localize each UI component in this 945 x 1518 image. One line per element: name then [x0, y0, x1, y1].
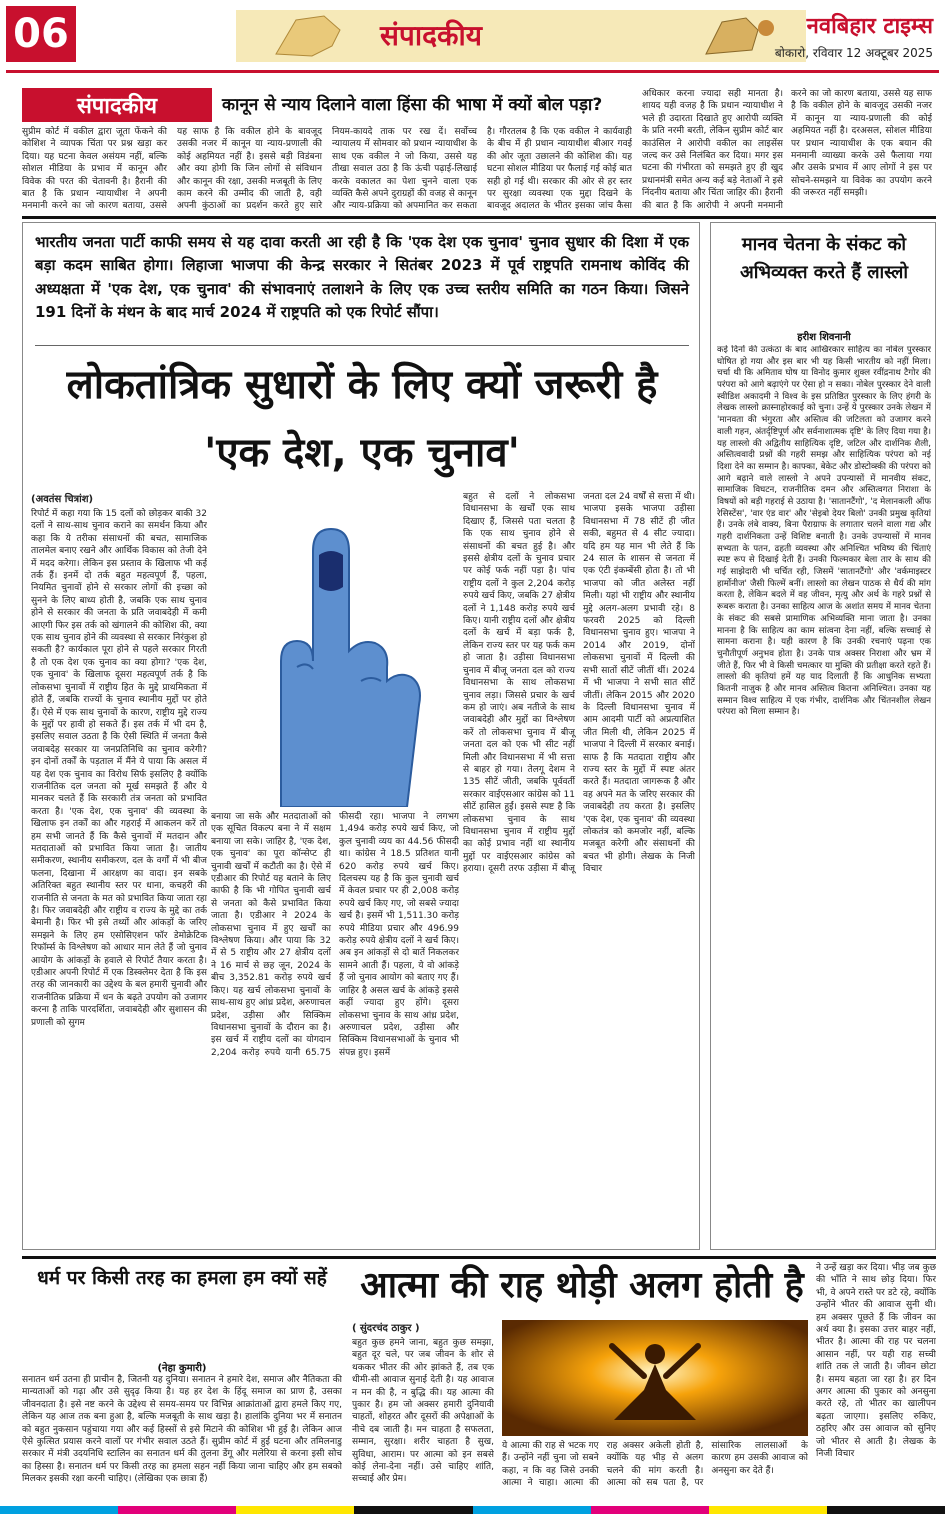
page-header — [0, 0, 945, 86]
print-color-bar — [0, 1506, 945, 1514]
main-article-column-2: बनाया जा सके और मतदाताओं को एक सूचित विकल्प बना ने में सक्षम बनाया जा सके। जाहिर है, 'एक देश, एक चुनाव' का पूरा कॉन्सेप्ट ही चुनावी खर्चों में कटौती का है। ऐसे में एडीआर की रिपोर्ट यह बताने के लिए काफी है कि भी गोपित चुनावी खर्च से जनता को कैसे प्रभावित किया जाता है। एडीआर ने 2024 के लोकसभा चुनाव में हुए खर्चों का विश्लेषण किया। और पाया कि 32 में से 5 राष्ट्रीय और 27 क्षेत्रीय दलों ने 16 मार्च से छह जून, 2024 के बीच 3,352.81 करोड़ रुपये खर्च किए। यह खर्च लोकसभा चुनावों के साथ-साथ हुए आंध्र प्रदेश, अरुणाचल प्रदेश, उड़ीसा और सिक्किम विधानसभा चुनावों के दौरान का है। इस खर्च में राष्ट्रीय दलों का योगदान 2,204 करोड़ रुपये यानी 65.75 फीसदी रहा। भाजपा ने लगभग 1,494 करोड़ रुपये खर्च किए, जो कुल चुनावी व्यय का 44.56 फीसदी था। कांग्रेस ने 18.5 प्रतिशत यानी 620 करोड़ रुपये खर्च किए। दिलचस्प यह है कि कुल चुनावी खर्च में केवल प्रचार पर ही 2,008 करोड़ रुपये खर्च किए गए, जो सबसे ज्यादा खर्च है। इसमें भी 1,511.30 करोड़ रुपये मीडिया प्रचार और 496.99 करोड़ रुपये क्षेत्रीय दलों ने खर्च किए। अब इन आंकड़ों से दो बातें निकलकर सामने आती हैं। पहला, ये वो आंकड़े हैं जो चुनाव आयोग को बताए गए हैं। जाहिर है असल खर्च के आंकड़े इससे कहीं ज्यादा हुए होंगे। दूसरा लोकसभा चुनाव के साथ आंध्र प्रदेश, अरुणाचल प्रदेश, उड़ीसा और सिक्किम विधानसभाओं के चुनाव भी संपन्न हुए। इसमें — [211, 812, 459, 1058]
india-map-illustration — [236, 10, 806, 62]
bottom-right-column-2: ये आत्मा की राह से भटक गए हैं। उन्होंने नहीं चुना जो सबने कहा, न कि वह जिसे उनकी आत्मा ने चाहा। आत्मा की राह अक्सर अकेली होती है, क्योंकि यह भीड़ से अलग चलने की मांग करती है। आत्मा को सब पता है, पर सांसारिक लालसाओं के कारण हम उसकी आवाज को अनसुना कर देते हैं। — [502, 1441, 808, 1489]
main-article-byline: (अवतंस चित्रांश) — [31, 494, 94, 505]
section-divider — [22, 216, 936, 219]
bottom-right-column-1 — [352, 1320, 494, 1502]
bottom-divider — [22, 1256, 936, 1259]
main-article-headline: लोकतांत्रिक सुधारों के लिए क्यों जरूरी है 'एक देश, एक चुनाव' — [66, 362, 658, 476]
section-title: संपादकीय — [380, 19, 482, 52]
side-article-byline: हरीश शिवनानी — [797, 332, 851, 343]
bottom-right-col1-text: बहुत कुछ हमने जाना, बहुत कुछ समझा, बहुत दूर चले, पर जब जीवन के शोर से थककर भीतर की ओर झांकते हैं, तब एक धीमी-सी आवाज सुनाई देती है। यह आवाज न मन की है, न बुद्धि की। यह आत्मा की पुकार है। हम जो अक्सर हमारी दुनियावी चाहतों, शोहरत और दूसरों की अपेक्षाओं के नीचे दब जाती है। मन चाहता है सफलता, सम्मान, सुरक्षा। शरीर चाहता है सुख, सुविधा, आराम। पर आत्मा को इन सबसे कोई लेना-देना नहीं। उसे चाहिए शांति, सच्चाई और प्रेम। — [352, 1338, 494, 1485]
dateline: बोकारो, रविवार 12 अक्टूबर 2025 — [774, 46, 933, 60]
bottom-right-byline: ( सुंदरचंद ठाकुर ) — [352, 1323, 420, 1334]
masthead — [775, 10, 933, 61]
main-article-lead: भारतीय जनता पार्टी काफी समय से यह दावा करती आ रही है कि 'एक देश एक चुनाव' चुनाव सुधार की दिशा में एक बड़ा कदम साबित होगा। लिहाजा भाजपा की केन्द्र सरकार ने सितंबर 2023 में पूर्व राष्ट्रपति रामनाथ कोविंद की अध्यक्षता में 'एक देश, एक चुनाव' की संभावनाएं तलाशने के लिए एक उच्च स्तरीय समिति का गठन किया। जिसने 191 दिनों के मंथन के बाद मार्च 2024 में राष्ट्रपति को एक रिपोर्ट सौंपा। — [35, 233, 689, 321]
bottom-right-column-3: ने उन्हें खड़ा कर दिया। भीड़ जब कुछ की भाँति ने साथ छोड़ दिया। फिर भी, वे अपने रास्ते पर डटे रहे, क्योंकि उन्होंने भीतर की आवाज सुनी थी। हम अक्सर पूछते हैं कि जीवन का अर्थ क्या है। इसका उत्तर बाहर नहीं, भीतर है। आत्मा की राह पर चलना आसान नहीं, पर यही राह सच्ची शांति तक ले जाती है। जीवन छोटा है। समय बहता जा रहा है। हर दिन अगर आत्मा की पुकार को अनसुना करते रहे, तो भीतर का खालीपन बढ़ता जाएगा। इसलिए रुकिए, ठहरिए और उस आवाज को सुनिए जो भीतर से आती है। लेखक के निजी विचार — [816, 1263, 936, 1460]
main-article-column-3: बहुत से दलों ने लोकसभा विधानसभा के खर्चों एक साथ दिखाए हैं, जिससे पता चलता है कि एक साथ चुनाव होने से संसाधनों की बचत हुई है। और इससे क्षेत्रीय दलों के चुनाव प्रचार पर कोई फर्क नहीं पड़ा है। पांच राष्ट्रीय दलों ने कुल 2,204 करोड़ रुपये खर्च किए, जबकि 27 क्षेत्रीय दलों ने 1,148 करोड़ रुपये खर्च किए। यानी राष्ट्रीय दलों और क्षेत्रीय दलों के खर्च में बड़ा फर्क है, लेकिन राज्य स्तर पर यह फर्क कम हो जाता है। उड़ीसा विधानसभा चुनाव में बीजू जनता दल को राज्य विधानसभा के साथ लोकसभा चुनाव लड़ा। जिससे प्रचार के खर्च कम हो जाएं। अब नतीजे के साथ जवाबदेही और मुद्दों का विश्लेषण करें तो लोकसभा चुनाव में बीजू जनता दल को एक भी सीट नहीं मिली और विधानसभा में भी सत्ता से बाहर हो गया। तेलगू देशम ने 135 सीटें जीती, जबकि पूर्ववर्ती सरकार वाईएसआर कांग्रेस को 11 सीटें हासिल हुईं। इससे स्पष्ट है कि लोकसभा चुनाव के साथ विधानसभा चुनाव में राष्ट्रीय मुद्दों का कोई प्रभाव नहीं था स्थानीय मुद्दों पर वाईएसआर कांग्रेस को हराया। दूसरी तरफ उड़ीसा में बीजू जनता दल 24 वर्षों से सत्ता में थी। भाजपा इसके भाजपा उड़ीसा विधानसभा में 78 सीटें ही जीत सकी, बहुमत से 4 सीट ज्यादा। यदि हम यह मान भी लेते हैं कि 24 साल के शासन से जनता में एक एंटी इंकम्बेंसी होता है। तो भी भाजपा को जीत अलेस्त नहीं मिली। यहां भी राष्ट्रीय और स्थानीय मुद्दे अलग-अलग प्रभावी रहे। 8 फरवरी 2025 को दिल्ली विधानसभा चुनाव हुए। भाजपा ने 2014 और 2019, दोनों लोकसभा चुनावों में दिल्ली की सभी सातों सीटें जीतीं थीं। 2024 में भी भाजपा ने सभी सात सीटें जीतीं। लेकिन 2015 और 2020 के दिल्ली विधानसभा चुनाव में आम आदमी पार्टी को अप्रत्याशित जीत मिली थी, लेकिन 2025 में भाजपा ने दिल्ली में सरकार बनाई। साफ है कि मतदाता राष्ट्रीय और राज्य स्तर के मुद्दों में स्पष्ट अंतर करते हैं। मतदाता जागरूक है और वह अपने मत के जरिए सरकार की जवाबदेही तय करता है। इसलिए 'एक देश, एक चुनाव' की व्यवस्था लोकतंत्र को कमजोर नहीं, बल्कि मजबूत करेगी और संसाधनों की बचत भी होगी। लेखक के निजी विचार — [463, 492, 695, 875]
inked-finger-illustration — [211, 491, 459, 807]
editorial-section — [22, 88, 632, 214]
bottom-right-article — [352, 1262, 936, 1502]
main-article-column-1 — [31, 491, 207, 1247]
main-article — [22, 222, 700, 1250]
side-article — [710, 222, 936, 1250]
side-article-title: मानव चेतना के संकट को अभिव्यक्त करते हैं लास्लो — [739, 234, 909, 283]
editorial-headline: कानून से न्याय दिलाने वाला हिंसा की भाषा में क्यों बोल पड़ा? — [222, 95, 603, 115]
side-article-body: कई दिनों की उत्कंठा के बाद आखिरकार साहित्य का नोबेल पुरस्कार घोषित हो गया और इस बार भी यह किसी भारतीय को नहीं मिला। चर्चा थी कि अमिताव घोष या विनोद कुमार शुक्ल रवींद्रनाथ टैगोर की परंपरा को आगे बढ़ाएंगे पर ऐसा हो न सका। नोबेल पुरस्कार देने वाली स्वीडिश अकादमी ने विश्व के इस प्रतिष्ठित पुरस्कार के लिए हंगरी के लेखक लास्लो क्रास्नाहोरकाई को चुना। उन्हें ये पुरस्कार उनके लेखन में 'मानवता की भंगुरता और अस्तित्व की जटिलता को उजागर करने वाली गहन, अंतर्दृष्टिपूर्ण और सर्वनाशात्मक दृष्टि' के लिए दिया गया है। यह लास्लो की अद्वितीय साहित्यिक दृष्टि, जटिल और दार्शनिक शैली, अस्तित्ववादी प्रश्नों की गहरी समझ और साहित्यिक परंपरा को नई दिशा देने का सम्मान है। काफ्का, बेकेट और डोस्टोव्स्की की परंपरा को आगे बढ़ाने वाले लास्लो ने अपने उपन्यासों में मानवीय संकट, सामाजिक विघटन, राजनीतिक दमन और अस्तित्वगत निराशा के विषयों को बड़ी गहराई से उठाया है। 'सातानटैंगो', 'द मेलानकली ऑफ रेसिस्टेंस', 'वार एंड वार' और 'सेइबो देयर बिलो' उनकी प्रमुख कृतियां हैं। उनके लंबे वाक्य, बिना पैराग्राफ के लगातार चलने वाला गद्य और गहरी दार्शनिकता उन्हें विशिष्ट बनाती है। उनके उपन्यासों में मानव सभ्यता के पतन, ढहती व्यवस्था और अनिश्चित भविष्य की चिंताएं स्पष्ट रूप से दिखाई देती हैं। उनकी फिल्मकार बेला तार के साथ की गई साझेदारी भी चर्चित रही, जिसमें 'सातानटैंगो' और 'वर्कमाइस्टर हार्मोनीज' जैसी फिल्में बनीं। लास्लो का लेखन पाठक से धैर्य की मांग करता है, लेकिन बदले में वह जीवन, मृत्यु और अर्थ के गहरे प्रश्नों से रूबरू कराता है। उनका साहित्य आज के अशांत समय में मानव चेतना के संकट की सबसे प्रामाणिक अभिव्यक्ति माना जाता है। उनका मानना है कि साहित्य का काम सांत्वना देना नहीं, बल्कि सच्चाई से सामना कराना है। यही कारण है कि उनकी रचनाएं पढ़ना एक चुनौतीपूर्ण अनुभव होता है। उनके पात्र अक्सर निराशा और भ्रम में जीते हैं, फिर भी वे किसी चमत्कार या मुक्ति की प्रतीक्षा करते रहते हैं। लास्लो की कृतियां हमें यह याद दिलाती हैं कि आधुनिक सभ्यता कितनी नाजुक है और मानव अस्तित्व कितना अनिश्चित। उनका यह सम्मान विश्व साहित्य में एक गंभीर, दार्शनिक और चिंतनशील लेखन परंपरा को मिला सम्मान है। — [717, 345, 931, 718]
editorial-continuation: अधिकार करना ज्यादा सही मानता है। शायद यही वजह है कि प्रधान न्यायाधीश ने भले ही उदारता दिखाते हुए आरोपी व्यक्ति के प्रति नरमी बरती, लेकिन सुप्रीम कोर्ट बार काउंसिल ने आरोपी वकील का लाइसेंस जल्द कर उसे निलंबित कर दिया। मगर इस घटना की गंभीरता को समझते हुए ही खुद प्रधानमंत्री समेत अन्य कई बड़े नेताओं ने इसे निंदनीय बताया और चिंता जाहिर की। हैरानी की बात है कि आरोपी ने अपनी मनमानी करने का जो कारण बताया, उससे यह साफ है कि वकील होने के बावजूद उसकी नजर में कानून या न्याय-प्रणाली की कोई अहमियत नहीं है। दरअसल, सोशल मीडिया पर प्रधान न्यायाधीश के एक बयान की मनमानी व्याख्या करके उसे फैलाया गया और उसके प्रभाव में आए लोगों ने इस पर सोचने-समझने या विवेक का उपयोग करने की जरूरत नहीं समझी। — [642, 89, 932, 211]
bottom-left-byline: (नेहा कुमारी) — [157, 1363, 207, 1374]
header-rule — [6, 70, 939, 73]
page-number: 06 — [6, 6, 76, 62]
editorial-badge: संपादकीय — [22, 88, 212, 122]
bottom-left-article — [22, 1262, 342, 1502]
bottom-right-title: आत्मा की राह थोड़ी अलग होती है — [360, 1265, 804, 1306]
main-article-col1-text: रिपोर्ट में कहा गया कि 15 दलों को छोड़कर बाकी 32 दलों ने साथ-साथ चुनाव कराने का समर्थन किया और कहा कि ये तरीका संसाधनों की बचत, सामाजिक तालमेल बनाए रखने और आर्थिक विकास को तेजी देने में मदद करेगा। लेकिन इस प्रस्ताव के खिलाफ भी कई तर्क हैं। इनमें दो तर्क बहुत महत्वपूर्ण हैं, पहला, नियमित चुनावों होने से सरकार लोगों की इच्छा को सुनने के लिए बाध्य होती है, जबकि एक साथ चुनाव होने से सरकार की जनता के प्रति जवाबदेही में कमी आएगी फिर इस तर्क को खंगालने की कोशिश की, क्या एक साथ चुनाव होने की व्यवस्था से सरकार निरंकुश हो सकती है? कार्यकाल पूरा होने से पहले सरकार गिरती है तो एक देश एक चुनाव का क्या होगा? 'एक देश, एक चुनाव' के खिलाफ दूसरा महत्वपूर्ण तर्क है कि लोकसभा चुनावों में राष्ट्रीय हित के मुद्दे प्राथमिकता में होते हैं, जबकि राज्यों के चुनाव स्थानीय मुद्दों पर होते हैं। ऐसे में एक साथ चुनावों के कारण, राष्ट्रीय मुद्दे राज्य के मुद्दों पर हावी हो सकते हैं। इस तर्क में भी दम है, इसलिए सवाल उठता है कि ऐसी स्थिति में जनता कैसे जवाबदेह सरकार या जनप्रतिनिधि का चुनाव करेगी? इन दोनों तर्कों के पड़ताल में मैंने ये पाया कि असल में यह देश एक चुनाव का विरोध सिर्फ इसलिए है क्योंकि राजनीतिक दल जनता को मूर्ख समझते हैं और ये मानकर चलते हैं कि सरकारी तंत्र जनता को प्रभावित करता है। 'एक देश, एक चुनाव' की व्यवस्था के खिलाफ इन तर्कों का और गहराई में आकलन करें तो हम सभी जानते हैं कि कैसे चुनावों में मतदान और मतदाताओं को प्रभावित किया जाता है। जातीय समीकरण, स्थानीय समीकरण, दल के वर्गों में भी बीज फलना, दिखाना में आरक्षण का वादा। इन सबके अतिरिक्त बहुत स्थानीय स्तर पर धाना, कचहरी की राजनीति से जनता के मत को प्रभावित किया जाता रहा है। फिर जवाबदेही और राष्ट्रीय व राज्य के मुद्दे का तर्क बेमानी है। फिर भी इसे तथ्यों और आंकड़ों के जरिए समझने के लिए हम एसोसिएशन फॉर डेमोक्रेटिक रिफॉर्म्स के विश्लेषण को आधार मान लेते हैं जो चुनाव आयोग के आंकड़ों के हवाले से रिपोर्ट तैयार करता है। एडीआर अपनी रिपोर्ट में एक डिस्क्लेमर देता है कि इस तरह की जानकारी का उद्देश्य के बल हमारी चुनावी और राजनीतिक प्रक्रिया में धन के बढ़ते उपयोग को उजागर करना है ताकि पारदर्शिता, जवाबदेही और सुशासन की प्रणाली को सुगम — [31, 509, 207, 1028]
editorial-body: सुप्रीम कोर्ट में वकील द्वारा जूता फेंकने की कोशिश ने व्यापक चिंता पर प्रश्न खड़ा कर दिया। यह घटना केवल असंयम नहीं, बल्कि सोशल मीडिया के प्रभाव में कानून और विवेक की परत की चेतावनी है। हैरानी की बात है कि प्रधान न्यायाधीश ने अपनी मनमानी करने का जो कारण बताया, उससे यह साफ है कि वकील होने के बावजूद उसकी नजर में कानून या न्याय-प्रणाली की कोई अहमियत नहीं है। इससे बड़ी विडंबना और क्या होगी कि जिन लोगों से संविधान और कानून की रक्षा, उसकी मजबूती के लिए काम करने की उम्मीद की जाती है, वही अपनी कुंठाओं का प्रदर्शन करते हुए सारे नियम-कायदे ताक पर रख दें। सर्वोच्च न्यायालय में सोमवार को प्रधान न्यायाधीश के साथ एक वकील ने जो किया, उससे यह तीखा सवाल उठा है कि ऊंची पढ़ाई-लिखाई करके वकालत का पेशा चुनने वाला एक व्यक्ति कैसे अपने दुराग्रहों की वजह से कानून और न्याय-प्रक्रिया को अपमानित कर सकता है। गौरतलब है कि एक वकील ने कार्यवाही के बीच में ही प्रधान न्यायाधीश बीआर गवई की ओर जूता उछालने की कोशिश की। यह घटना सोशल मीडिया पर फैलाई गई कोई बात सही हो गई थी। सरकार की ओर से हर स्तर पर सुरक्षा व्यवस्था एक मुद्दा दिखने के बावजूद अदालत के भीतर इसका जांच कैसा — [22, 127, 632, 212]
lead-divider — [35, 345, 689, 346]
bottom-left-title: धर्म पर किसी तरह का हमला हम क्यों सहें — [37, 1267, 327, 1289]
bottom-left-body: सनातन धर्म उतना ही प्राचीन है, जितनी यह दुनिया। सनातन ने हमारे देश, समाज और नैतिकता की मान्यताओं को गढ़ा और उसे सुदृढ़ किया है। यह हर देश के हिंदू समाज का प्राण है, उसका जीवनदाता है। इसे नष्ट करने के उद्देश्य से समय-समय पर विभिन्न आक्रांताओं द्वारा हमले किए गए, लेकिन यह आज तक बना हुआ है, बल्कि मजबूती के साथ खड़ा है। हालांकि दुनिया भर में सनातन को बहुत नुकसान पहुंचाया गया और कई हिस्सों से इसे मिटाने की कोशिश भी हुई है। लेकिन आज ऐसे कुत्सित प्रयास करने वालों पर गंभीर सवाल उठते हैं। सुप्रीम कोर्ट में हुई घटना और तमिलनाडु सरकार में मंत्री उदयनिधि स्टालिन का सनातन धर्म की तुलना डेंगू और मलेरिया से करना इसी सोच का हिस्सा है। सनातन धर्म पर किसी तरह का हमला सहन नहीं किया जाना चाहिए और हम सबको मिलकर इसकी रक्षा करनी चाहिए। (लेखिका एक छात्रा हैं) — [22, 1375, 342, 1485]
masthead-name: नवबिहार टाइम्स — [806, 14, 933, 39]
section-band — [236, 10, 806, 62]
meditation-glow-illustration — [502, 1320, 808, 1436]
